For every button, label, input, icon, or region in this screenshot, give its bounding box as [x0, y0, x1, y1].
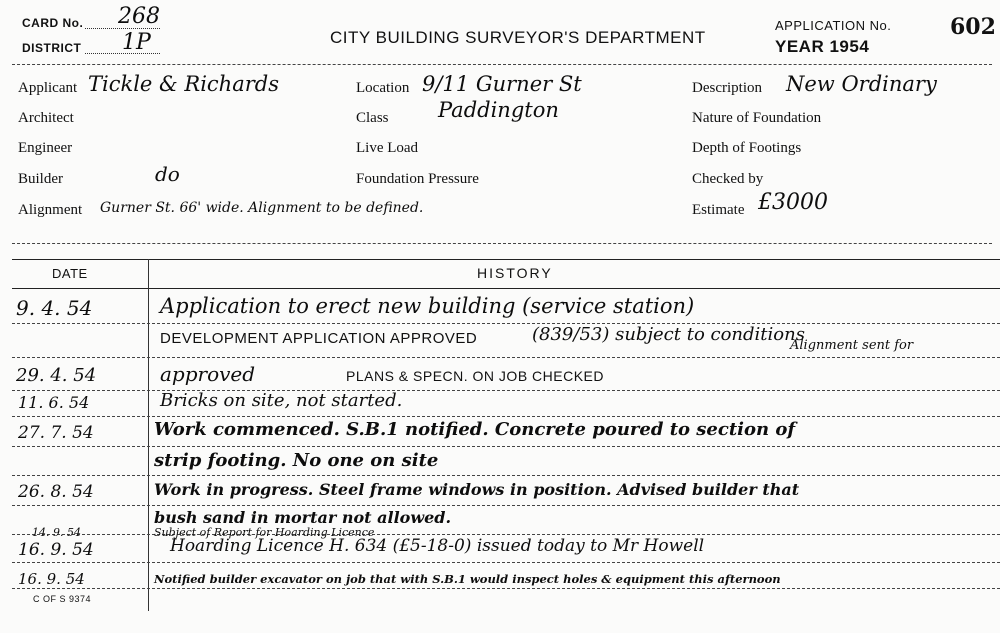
history-date: 29. 4. 54 [16, 365, 97, 386]
table-header-rule [12, 288, 1000, 289]
applicant-label: Applicant [18, 80, 78, 96]
live-load-label: Live Load [356, 140, 419, 156]
district-underline [85, 53, 160, 54]
history-date: 9. 4. 54 [16, 296, 93, 320]
history-date: 11. 6. 54 [18, 393, 90, 412]
history-entry: Bricks on site, not started. [160, 390, 403, 411]
location-value-2: Paddington [438, 98, 559, 122]
header-divider [12, 64, 992, 65]
description-label: Description [692, 80, 762, 96]
class-label: Class [356, 110, 389, 126]
history-date: 26. 8. 54 [18, 482, 94, 502]
district-value: 1P [122, 30, 151, 55]
row-rule [12, 588, 1000, 589]
history-header: HISTORY [477, 265, 553, 281]
engineer-label: Engineer [18, 140, 73, 156]
alignment-label: Alignment [18, 202, 83, 218]
history-entry-note: Alignment sent for [790, 338, 914, 353]
row-rule [12, 416, 1000, 417]
card-no-label: CARD No. [22, 16, 84, 30]
card-no-underline [85, 28, 160, 29]
history-entry: Work commenced. S.B.1 notified. Concrete poured to section of [154, 419, 796, 440]
location-label: Location [356, 80, 410, 96]
estimate-value: £3000 [758, 190, 828, 215]
form-code: C OF S 9374 [33, 594, 92, 604]
location-value: 9/11 Gurner St [422, 72, 582, 96]
row-rule [12, 323, 1000, 324]
district-label: DISTRICT [22, 41, 82, 55]
checked-by-label: Checked by [692, 171, 764, 187]
nature-of-foundation-label: Nature of Foundation [692, 110, 822, 126]
row-rule [12, 562, 1000, 563]
depth-of-footings-label: Depth of Footings [692, 140, 802, 156]
history-entry: Application to erect new building (service station) [160, 294, 695, 318]
row-rule [12, 357, 1000, 358]
year-label: YEAR 1954 [775, 37, 870, 56]
builder-value: do [155, 162, 180, 186]
history-date: 14. 9. 54 [32, 526, 81, 539]
alignment-value: Gurner St. 66' wide. Alignment to be defined. [100, 200, 424, 216]
row-rule [12, 446, 1000, 447]
table-top-rule [12, 259, 1000, 260]
row-rule [12, 475, 1000, 476]
history-date: 16. 9. 54 [18, 540, 94, 560]
history-entry-stamp: PLANS & SPECN. ON JOB CHECKED [346, 368, 605, 384]
estimate-label: Estimate [692, 202, 745, 218]
description-value: New Ordinary [786, 72, 937, 96]
history-date: 27. 7. 54 [18, 423, 94, 443]
history-entry: Work in progress. Steel frame windows in position. Advised builder that [154, 480, 800, 499]
history-entry: Notified builder excavator on job that with S.B.1 would inspect holes & equipment this afternoon [154, 572, 781, 586]
foundation-pressure-label: Foundation Pressure [356, 171, 479, 187]
history-entry: (839/53) subject to conditions [532, 324, 805, 345]
history-entry-stamp: DEVELOPMENT APPLICATION APPROVED [160, 330, 478, 347]
history-entry: strip footing. No one on site [154, 450, 439, 471]
date-column-divider [148, 259, 149, 611]
history-entry-note: Subject of Report for Hoarding Licence [154, 526, 375, 539]
architect-label: Architect [18, 110, 74, 126]
builder-label: Builder [18, 171, 63, 187]
date-header: DATE [52, 266, 88, 281]
application-no-value: 602 [950, 14, 996, 40]
history-entry: approved [160, 362, 256, 386]
card-no-value: 268 [118, 4, 160, 29]
history-entry: Hoarding Licence H. 634 (£5-18-0) issued today to Mr Howell [170, 536, 705, 556]
applicant-value: Tickle & Richards [88, 72, 279, 96]
history-entry: bush sand in mortar not allowed. [154, 508, 452, 527]
row-rule [12, 505, 1000, 506]
application-no-label: APPLICATION No. [775, 18, 892, 33]
fields-divider [12, 243, 992, 244]
history-date: 16. 9. 54 [18, 570, 85, 588]
department-title: CITY BUILDING SURVEYOR'S DEPARTMENT [330, 28, 706, 47]
